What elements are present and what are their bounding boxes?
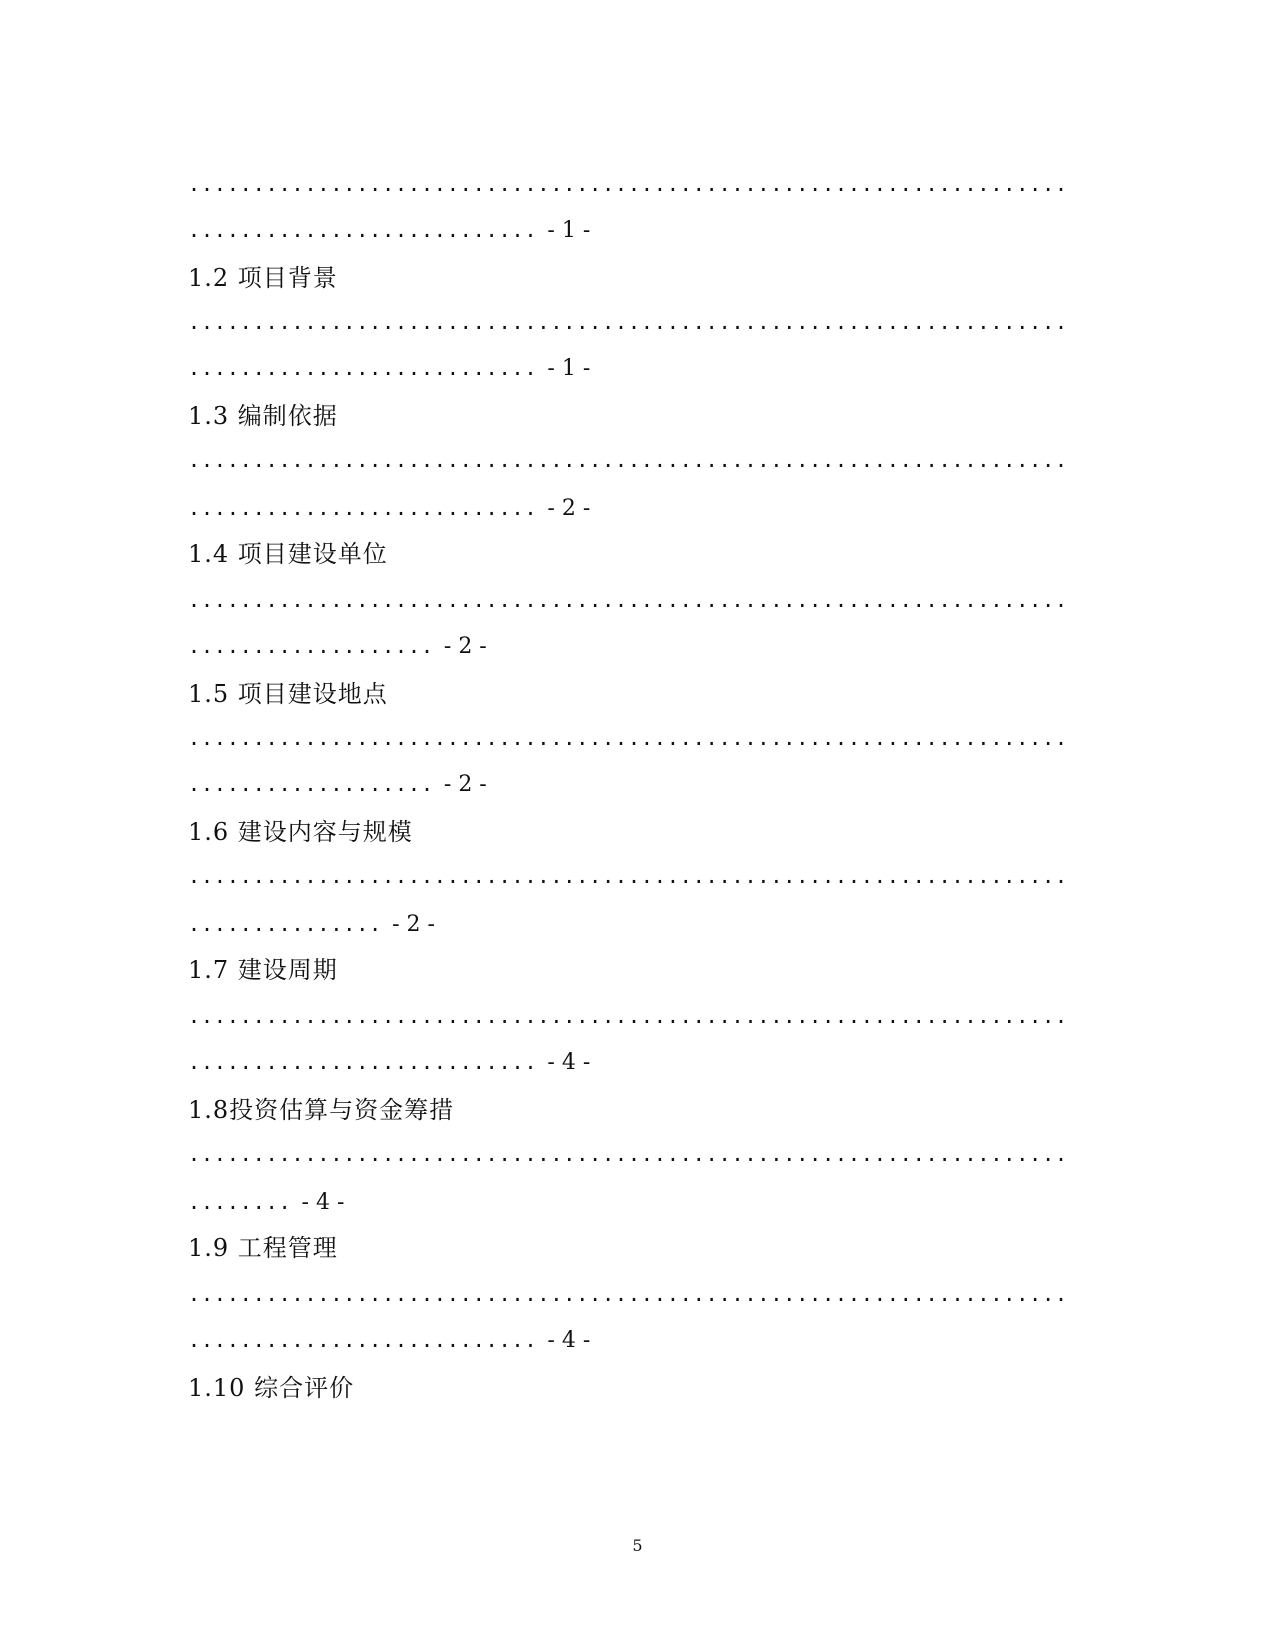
toc-leader-line: ....................................................................	[188, 864, 1068, 888]
toc-entry-heading: 1.2 项目背景	[188, 264, 338, 292]
toc-entry-heading: 1.8投资估算与资金筹措	[188, 1096, 455, 1124]
toc-page-number: - 4 -	[301, 1190, 345, 1215]
toc-entry-heading: 1.5 项目建设地点	[188, 680, 388, 708]
toc-leader-line: ....................................................................	[188, 1004, 1068, 1028]
toc-entry-heading: 1.10 综合评价	[188, 1374, 355, 1402]
toc-leader-tail	[188, 1044, 590, 1080]
toc-tail-dots: ...........................	[188, 356, 538, 380]
page-number-footer: 5	[632, 1536, 643, 1555]
toc-leader-tail	[188, 1322, 590, 1358]
toc-page-number: - 2 -	[443, 772, 487, 797]
toc-page-number: - 4 -	[547, 1050, 591, 1075]
toc-entry-heading: 1.4 项目建设单位	[188, 540, 388, 568]
toc-page-number: - 4 -	[547, 1328, 591, 1353]
toc-entry-heading: 1.3 编制依据	[188, 402, 338, 430]
toc-tail-dots: ...................	[188, 634, 434, 658]
toc-tail-dots: ...................	[188, 772, 434, 796]
toc-leader-line: ....................................................................	[188, 588, 1068, 612]
toc-leader-tail	[188, 906, 435, 942]
toc-leader-tail	[188, 766, 487, 802]
toc-tail-dots: ........	[188, 1190, 292, 1214]
toc-tail-dots: ...........................	[188, 1328, 538, 1352]
toc-page-number: - 2 -	[392, 912, 435, 937]
toc-leader-tail	[188, 212, 590, 248]
toc-entry-heading: 1.9 工程管理	[188, 1234, 338, 1262]
toc-leader-tail	[188, 1184, 344, 1220]
toc-leader-tail	[188, 350, 590, 386]
toc-leader-line: ....................................................................	[188, 1282, 1068, 1306]
toc-page-number: - 2 -	[547, 496, 591, 521]
toc-leader-line: ....................................................................	[188, 310, 1068, 334]
toc-leader-tail	[188, 628, 487, 664]
toc-entry-heading: 1.6 建设内容与规模	[188, 818, 413, 846]
toc-page-number: - 2 -	[443, 634, 487, 659]
toc-leader-tail	[188, 490, 590, 526]
toc-tail-dots: ...........................	[188, 1050, 538, 1074]
toc-page-number: - 1 -	[547, 356, 591, 381]
toc-leader-line: ....................................................................	[188, 172, 1068, 196]
toc-leader-line: ....................................................................	[188, 448, 1068, 472]
toc-tail-dots: ...........................	[188, 496, 538, 520]
toc-leader-line: ....................................................................	[188, 726, 1068, 750]
toc-leader-line: ....................................................................	[188, 1142, 1068, 1166]
toc-entry-heading: 1.7 建设周期	[188, 956, 338, 984]
toc-page-number: - 1 -	[547, 218, 591, 243]
toc-tail-dots: ...............	[188, 912, 383, 936]
toc-tail-dots: ...........................	[188, 218, 538, 242]
